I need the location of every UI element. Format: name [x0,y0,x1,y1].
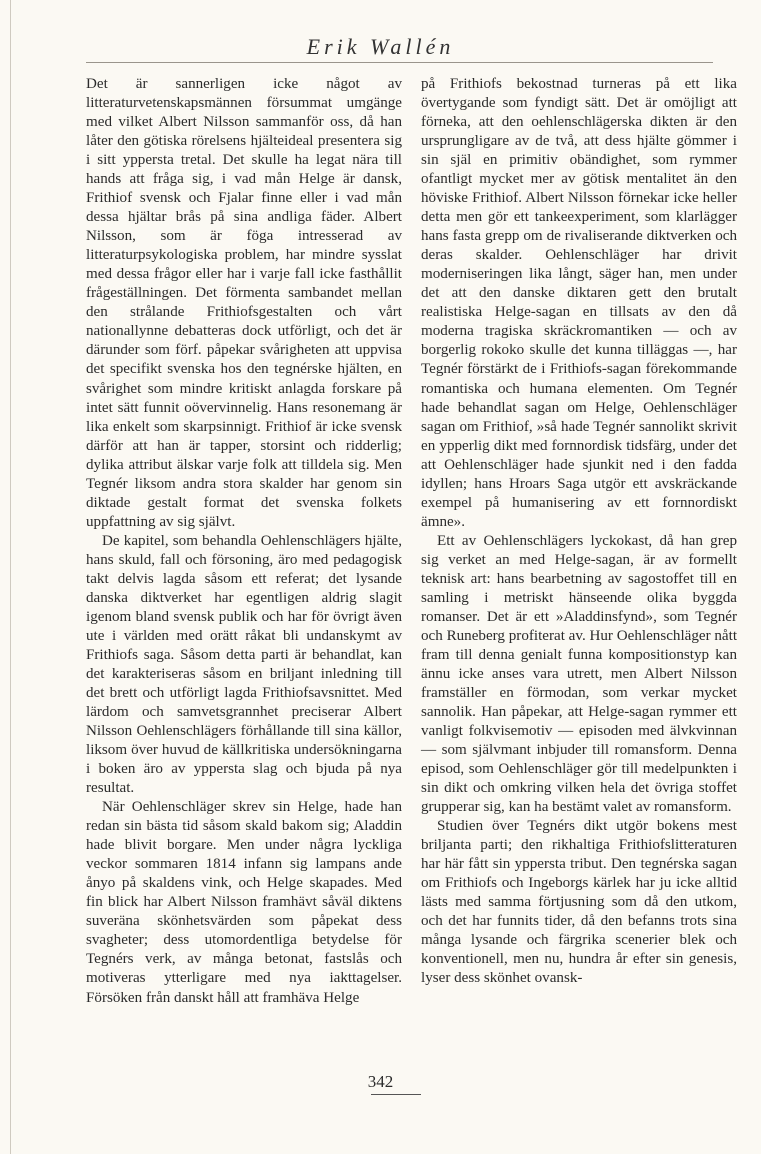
right-column [421,75,737,989]
header-title: Erik Wallén [306,34,455,59]
header-rule [86,62,713,63]
running-header [0,34,761,60]
paragraph: Det är sannerligen icke något av litteraturvetenskapsmännen försummat umgänge med vilket Albert Nilsson sammanför oss, då han låter den götiska rörelsens hjälteideal presentera sig i sitt yppersta tretal. Det skulle ha legat nära till hands att fråga sig, i vad mån Helge är dansk, Frithiof svensk och Fjalar finne eller i vad mån dessa hjältar brås på sina andliga fäder. Albert Nilsson, som är föga intresserad av litteraturpsykologiska problem, har mindre sysslat med dessa frågor eller har i varje fall icke fasthållit frågeställningen. Det förmenta sambandet mellan den strålande Frithiofsgestalten och vårt nationallynne debatteras dock utförligt, och det är därunder som förf. påpekar svårigheten att uppvisa det specifikt svenska hos den tegnérske hjälten, en svårighet som mindre kritiskt anlagda forskare på intet sätt funnit oövervinnelig. Hans resonemang är lika enkelt som skarpsinnigt. Frithiof är icke svensk därför att han är tapper, storsint och ridderlig; dylika attribut älskar varje folk att tilldela sig. Men Tegnér liksom andra stora skalder har genom sin diktade gestalt format det svenska folkets uppfattning av sig självt. [86,76,402,530]
paragraph: När Oehlenschläger skrev sin Helge, hade han redan sin bästa tid såsom skald bakom sig; Aladdin hade blivit borgare. Men under några lyckliga veckor sommaren 1814 infann sig lampans ande ånyo på skaldens vink, och Helge skapades. Med fin blick har Albert Nilsson framhävt såväl diktens suveräna skönhetsvärden som påpekat dess svagheter; dess utomordentliga betydelse för Tegnérs verk, av många betonat, fastslås och motiveras ytterligare med nya iakttagelser. Försöken från danskt håll att framhäva Helge [86,799,402,1006]
paragraph: på Frithiofs bekostnad turneras på ett lika övertygande som fyndigt sätt. Det är omöjligt att förneka, att den oehlenschlägerska dikten är den ursprungligare av de två, att dess hjälte gömmer i sin själ en primitiv obändighet, som rymmer ofantligt mycket mer av götisk mentalitet än den höviske Frithiof. Albert Nilsson förnekar icke heller detta men gör ett tankeexperiment, som klarlägger hans fasta grepp om de rivaliserande diktverken och deras skalder. Oehlenschläger har drivit moderniseringen lika långt, säger han, men under det att den danske diktaren gett den brutalt realistiska Helge-sagan en tillsats av den då moderna tragiska skräckromantiken — och av borgerlig rokoko skulle det kunna tilläggas —, har Tegnér förstärkt de i Frithiofs-sagan förekommande romantiska och humana elementen. Om Tegnér hade behandlat sagan om Helge, Oehlenschläger sagan om Frithiof, »så hade Tegnér sannolikt skrivit en ypperlig dikt med fornnordisk tidsfärg, under det att Oehlenschläger hade sjunkit ned i den fadda idyllen; hans Hroars Saga utgör ett avskräckande exempel på humanisering av ett fornnordiskt ämne». [421,76,737,530]
paragraph: De kapitel, som behandla Oehlenschlägers hjälte, hans skuld, fall och försoning, äro med pedagogisk takt delvis lagda såsom ett referat; det lysande danska diktverket har egentligen aldrig slagit igenom bland svensk publik och har för övrigt även ute i världen med orätt råkat bli undanskymt av Frithiofs saga. Såsom detta parti är behandlat, kan det karakteriseras såsom en briljant inledning till det brett och utförligt lagda Frithiofsavsnittet. Med lärdom och samvetsgrannhet preciserar Albert Nilsson Oehlenschlägers förhållande till sina källor, liksom över huvud de källkritiska undersökningarna i boken äro av yppersta slag och bjuda på nya resultat. [86,532,402,797]
paragraph: Studien över Tegnérs dikt utgör bokens mest briljanta parti; den rikhaltiga Frithiofslitteraturen har här fått sin yppersta tribut. Den tegnérska sagan om Frithiofs och Ingeborgs kärlek har ju icke alltid lästs med samma förtjusning som då den utkom, och det har funnits tider, då den befanns trots sina många lysande och färgrika scenerier blek och konventionell, men nu, hundra år efter sin genesis, lyser dess skönhet ovansk- [421,818,737,987]
footer-rule [371,1094,421,1095]
page-number: 342 [367,1072,394,1091]
paragraph: Ett av Oehlenschlägers lyckokast, då han grep sig verket an med Helge-sagan, är av formellt teknisk art: hans bearbetning av sagostoffet till en samling i metriskt hänseende olika byggda romanser. Det är ett »Aladdinsfynd», som Tegnér och Runeberg profiterat av. Hur Oehlenschläger nått fram till denna genialt funna kompositionstyp kan ännu icke anses vara utrett, men Albert Nilsson framställer en förmodan, som verkar mycket sannolik. Han påpekar, att Helge-sagan rymmer ett vanligt folkvisemotiv — episoden med älvkvinnan — som självmant inbjuder till romansform. Denna episod, som Oehlenschläger gör till medelpunkten i sin dikt och omkring vilken hela det övriga stoffet grupperar sig, kan ha bestämt valet av romansform. [421,532,738,816]
binding-edge [10,0,11,1154]
left-column [86,75,402,1008]
